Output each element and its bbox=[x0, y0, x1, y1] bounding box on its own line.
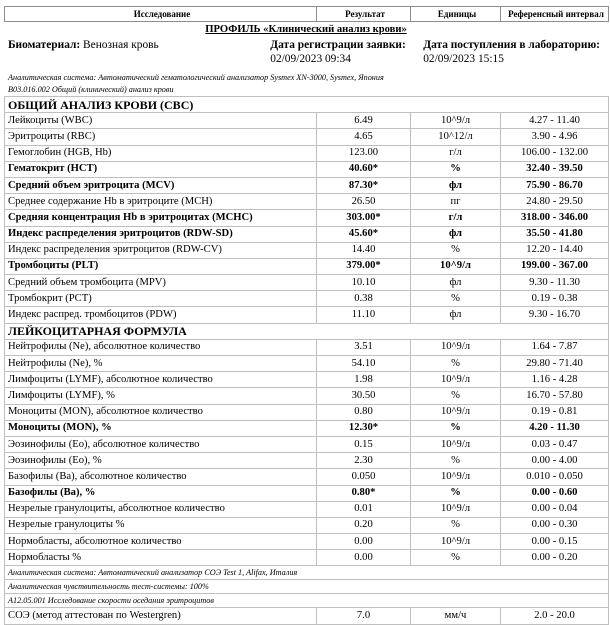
reference-range: 0.00 - 0.30 bbox=[501, 517, 609, 533]
reference-range: 1.64 - 7.87 bbox=[501, 339, 609, 355]
reference-range: 24.80 - 29.50 bbox=[501, 194, 609, 210]
reference-range: 3.90 - 4.96 bbox=[501, 129, 609, 145]
result-value: 0.80* bbox=[317, 485, 411, 501]
unit-value: 10^9/л bbox=[411, 501, 501, 517]
reference-range: 35.50 - 41.80 bbox=[501, 226, 609, 242]
meta-block bbox=[4, 38, 608, 72]
reference-range: 0.03 - 0.47 bbox=[501, 436, 609, 452]
reference-range: 4.20 - 11.30 bbox=[501, 420, 609, 436]
profile-title: ПРОФИЛЬ «Клинический анализ крови» bbox=[205, 24, 407, 35]
table-row bbox=[5, 420, 609, 436]
unit-value: 10^9/л bbox=[411, 469, 501, 485]
table-row bbox=[5, 145, 609, 161]
reference-range: 2.0 - 20.0 bbox=[501, 608, 609, 624]
result-value: 0.00 bbox=[317, 550, 411, 566]
table-row bbox=[5, 485, 609, 501]
header-reference: Референсный интервал bbox=[501, 7, 609, 22]
reference-range: 0.00 - 0.20 bbox=[501, 550, 609, 566]
result-value: 3.51 bbox=[317, 339, 411, 355]
reference-range: 0.19 - 0.38 bbox=[501, 291, 609, 307]
unit-value: 10^9/л bbox=[411, 339, 501, 355]
test-name: Незрелые гранулоциты % bbox=[5, 517, 317, 533]
table-row bbox=[5, 436, 609, 452]
table-row bbox=[5, 501, 609, 517]
test-name: Средний объем эритроцита (MCV) bbox=[5, 177, 317, 193]
test-name: Моноциты (MON), % bbox=[5, 420, 317, 436]
section-title: ОБЩИЙ АНАЛИЗ КРОВИ (CBC) bbox=[5, 97, 609, 113]
unit-value: 10^12/л bbox=[411, 129, 501, 145]
result-value: 0.38 bbox=[317, 291, 411, 307]
table-row bbox=[5, 291, 609, 307]
result-value: 45.60* bbox=[317, 226, 411, 242]
table-row bbox=[5, 608, 609, 624]
header-units: Единицы bbox=[411, 7, 501, 22]
test-name: Эозинофилы (Eo), абсолютное количество bbox=[5, 436, 317, 452]
table-header-row bbox=[5, 7, 609, 22]
test-name: Средняя концентрация Hb в эритроцитах (MCHC) bbox=[5, 210, 317, 226]
unit-value: фл bbox=[411, 226, 501, 242]
footer-note: Аналитическая система: Автоматический анализатор СОЭ Test 1, Alifax, Италия bbox=[5, 566, 609, 580]
table-row bbox=[5, 404, 609, 420]
test-name: Базофилы (Ba), абсолютное количество bbox=[5, 469, 317, 485]
result-value: 303.00* bbox=[317, 210, 411, 226]
test-name: Гемоглобин (HGB, Hb) bbox=[5, 145, 317, 161]
reference-range: 9.30 - 16.70 bbox=[501, 307, 609, 323]
result-value: 0.20 bbox=[317, 517, 411, 533]
unit-value: 10^9/л bbox=[411, 258, 501, 274]
reference-range: 16.70 - 57.80 bbox=[501, 388, 609, 404]
table-row bbox=[5, 307, 609, 323]
table-row bbox=[5, 469, 609, 485]
reference-range: 0.19 - 0.81 bbox=[501, 404, 609, 420]
test-name: Лимфоциты (LYMF), абсолютное количество bbox=[5, 372, 317, 388]
test-name: Лейкоциты (WBC) bbox=[5, 113, 317, 129]
unit-value: 10^9/л bbox=[411, 113, 501, 129]
unit-value: % bbox=[411, 388, 501, 404]
analytic-system-note: Аналитическая система: Автоматический гематологический анализатор Sysmex XN-3000, Sysmex, Япония bbox=[8, 73, 384, 82]
reference-range: 1.16 - 4.28 bbox=[501, 372, 609, 388]
test-name: Гематокрит (HCT) bbox=[5, 161, 317, 177]
table-row bbox=[5, 129, 609, 145]
service-code-note: В03.016.002 Общий (клинический) анализ крови bbox=[8, 85, 174, 94]
registration-date-value: 02/09/2023 09:34 bbox=[270, 53, 351, 65]
unit-value: мм/ч bbox=[411, 608, 501, 624]
table-row bbox=[5, 177, 609, 193]
reference-range: 199.00 - 367.00 bbox=[501, 258, 609, 274]
test-name: Незрелые гранулоциты, абсолютное количество bbox=[5, 501, 317, 517]
test-name: Нормобласты, абсолютное количество bbox=[5, 534, 317, 550]
reference-range: 106.00 - 132.00 bbox=[501, 145, 609, 161]
test-name: Нейтрофилы (Ne), абсолютное количество bbox=[5, 339, 317, 355]
unit-value: % bbox=[411, 550, 501, 566]
footer-note-row bbox=[5, 566, 609, 580]
result-value: 0.01 bbox=[317, 501, 411, 517]
test-name: Средний объем тромбоцита (MPV) bbox=[5, 275, 317, 291]
test-name: Базофилы (Ba), % bbox=[5, 485, 317, 501]
test-name: Нейтрофилы (Ne), % bbox=[5, 356, 317, 372]
table-row bbox=[5, 550, 609, 566]
footer-note-row bbox=[5, 580, 609, 594]
reference-range: 318.00 - 346.00 bbox=[501, 210, 609, 226]
table-row bbox=[5, 388, 609, 404]
result-value: 0.15 bbox=[317, 436, 411, 452]
result-value: 1.98 bbox=[317, 372, 411, 388]
unit-value: пг bbox=[411, 194, 501, 210]
unit-value: % bbox=[411, 242, 501, 258]
table-row bbox=[5, 113, 609, 129]
result-value: 379.00* bbox=[317, 258, 411, 274]
test-name: Нормобласты % bbox=[5, 550, 317, 566]
table-row bbox=[5, 161, 609, 177]
result-value: 10.10 bbox=[317, 275, 411, 291]
unit-value: фл bbox=[411, 177, 501, 193]
unit-value: г/л bbox=[411, 145, 501, 161]
test-name: Индекс распределения эритроцитов (RDW-CV) bbox=[5, 242, 317, 258]
result-value: 11.10 bbox=[317, 307, 411, 323]
biomaterial-value: Венозная кровь bbox=[83, 39, 159, 51]
unit-value: фл bbox=[411, 307, 501, 323]
unit-value: % bbox=[411, 485, 501, 501]
test-name: Индекс распред. тромбоцитов (PDW) bbox=[5, 307, 317, 323]
result-value: 26.50 bbox=[317, 194, 411, 210]
reference-range: 12.20 - 14.40 bbox=[501, 242, 609, 258]
footer-note: Аналитическая чувствительность тест-системы: 100% bbox=[5, 580, 609, 594]
test-name: Моноциты (MON), абсолютное количество bbox=[5, 404, 317, 420]
table-row bbox=[5, 356, 609, 372]
unit-value: 10^9/л bbox=[411, 372, 501, 388]
reference-range: 32.40 - 39.50 bbox=[501, 161, 609, 177]
unit-value: 10^9/л bbox=[411, 404, 501, 420]
table-row bbox=[5, 339, 609, 355]
unit-value: 10^9/л bbox=[411, 534, 501, 550]
test-name: СОЭ (метод аттестован по Westergren) bbox=[5, 608, 317, 624]
test-name: Тромбоциты (PLT) bbox=[5, 258, 317, 274]
result-value: 12.30* bbox=[317, 420, 411, 436]
result-value: 0.00 bbox=[317, 534, 411, 550]
header-table bbox=[4, 6, 609, 22]
unit-value: 10^9/л bbox=[411, 436, 501, 452]
biomaterial-label: Биоматериал: bbox=[8, 39, 81, 51]
test-name: Тромбокрит (PCT) bbox=[5, 291, 317, 307]
reference-range: 4.27 - 11.40 bbox=[501, 113, 609, 129]
reference-range: 0.00 - 0.15 bbox=[501, 534, 609, 550]
unit-value: % bbox=[411, 517, 501, 533]
result-value: 123.00 bbox=[317, 145, 411, 161]
reference-range: 0.00 - 0.60 bbox=[501, 485, 609, 501]
reference-range: 29.80 - 71.40 bbox=[501, 356, 609, 372]
reference-range: 0.00 - 4.00 bbox=[501, 453, 609, 469]
header-test: Исследование bbox=[5, 7, 317, 22]
result-value: 0.80 bbox=[317, 404, 411, 420]
result-value: 87.30* bbox=[317, 177, 411, 193]
table-row bbox=[5, 275, 609, 291]
test-name: Лимфоциты (LYMF), % bbox=[5, 388, 317, 404]
table-row bbox=[5, 194, 609, 210]
table-row bbox=[5, 242, 609, 258]
result-value: 40.60* bbox=[317, 161, 411, 177]
result-value: 7.0 bbox=[317, 608, 411, 624]
table-row bbox=[5, 372, 609, 388]
reference-range: 0.00 - 0.04 bbox=[501, 501, 609, 517]
reference-range: 9.30 - 11.30 bbox=[501, 275, 609, 291]
reference-range: 0.010 - 0.050 bbox=[501, 469, 609, 485]
table-row bbox=[5, 453, 609, 469]
unit-value: % bbox=[411, 453, 501, 469]
table-row bbox=[5, 534, 609, 550]
unit-value: % bbox=[411, 356, 501, 372]
section-title: ЛЕЙКОЦИТАРНАЯ ФОРМУЛА bbox=[5, 323, 609, 339]
footer-note: A12.05.001 Исследование скорости оседания эритроцитов bbox=[5, 594, 609, 608]
table-row bbox=[5, 258, 609, 274]
result-value: 2.30 bbox=[317, 453, 411, 469]
table-row bbox=[5, 226, 609, 242]
reference-range: 75.90 - 86.70 bbox=[501, 177, 609, 193]
unit-value: % bbox=[411, 291, 501, 307]
result-value: 14.40 bbox=[317, 242, 411, 258]
result-value: 6.49 bbox=[317, 113, 411, 129]
result-value: 54.10 bbox=[317, 356, 411, 372]
lab-report bbox=[4, 6, 608, 625]
test-name: Среднее содержание Hb в эритроците (MCH) bbox=[5, 194, 317, 210]
section-header bbox=[5, 323, 609, 339]
test-name: Индекс распределения эритроцитов (RDW-SD) bbox=[5, 226, 317, 242]
footer-note-row bbox=[5, 594, 609, 608]
unit-value: % bbox=[411, 420, 501, 436]
unit-value: фл bbox=[411, 275, 501, 291]
result-value: 0.050 bbox=[317, 469, 411, 485]
unit-value: % bbox=[411, 161, 501, 177]
header-result: Результат bbox=[317, 7, 411, 22]
unit-value: г/л bbox=[411, 210, 501, 226]
test-name: Эритроциты (RBC) bbox=[5, 129, 317, 145]
lab-arrival-value: 02/09/2023 15:15 bbox=[423, 53, 504, 65]
result-value: 30.50 bbox=[317, 388, 411, 404]
result-value: 4.65 bbox=[317, 129, 411, 145]
test-name: Эозинофилы (Eo), % bbox=[5, 453, 317, 469]
lab-arrival-label: Дата поступления в лабораторию: bbox=[423, 39, 600, 51]
registration-date-label: Дата регистрации заявки: bbox=[270, 39, 406, 51]
table-row bbox=[5, 210, 609, 226]
section-header bbox=[5, 97, 609, 113]
table-row bbox=[5, 517, 609, 533]
results-table bbox=[4, 96, 609, 625]
